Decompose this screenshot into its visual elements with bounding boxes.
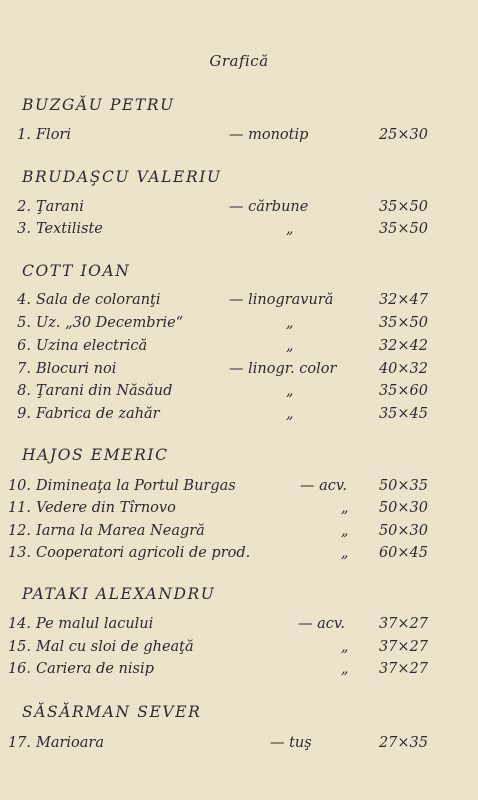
entry-medium: „ [341, 500, 349, 516]
entry-number: 13. [7, 545, 31, 561]
entry-medium: „ [286, 406, 294, 422]
entry-dimensions: 37×27 [378, 661, 428, 677]
entry-dimensions: 40×32 [378, 361, 428, 377]
entry-number: 9. [17, 406, 31, 422]
entry-number: 7. [17, 361, 31, 377]
entry-medium: „ [286, 338, 294, 354]
entry-medium: „ [341, 545, 349, 561]
catalog-entry [0, 639, 478, 660]
entry-medium: „ [341, 661, 349, 677]
entry-title: Vedere din Tîrnovo [36, 500, 176, 516]
catalog-entry [0, 661, 478, 682]
entry-medium: „ [286, 315, 294, 331]
catalog-entry [0, 361, 478, 382]
entry-title: Uzina electrică [36, 338, 148, 354]
catalog-entry [0, 292, 478, 313]
catalog-entry [0, 500, 478, 521]
entry-number: 2. [17, 199, 31, 215]
catalog-entry [0, 338, 478, 359]
entry-title: Flori [36, 127, 71, 143]
catalog-entry [0, 127, 478, 148]
entry-dimensions: 35×60 [378, 383, 428, 399]
entry-dimensions: 50×30 [378, 523, 428, 539]
catalog-entry [0, 221, 478, 242]
entry-title: Ţarani [36, 199, 84, 215]
entry-dimensions: 50×30 [378, 500, 428, 516]
entry-number: 8. [17, 383, 31, 399]
entry-medium: — acv. [300, 478, 347, 494]
entry-medium: — tuş [270, 735, 312, 751]
entry-dimensions: 35×50 [378, 221, 428, 237]
artist-name: PATAKI ALEXANDRU [22, 585, 216, 603]
entry-number: 5. [17, 315, 31, 331]
entry-number: 12. [7, 523, 31, 539]
entry-title: Blocuri noi [36, 361, 117, 377]
entry-dimensions: 32×42 [378, 338, 428, 354]
entry-number: 4. [17, 292, 31, 308]
catalog-entry [0, 383, 478, 404]
entry-dimensions: 35×50 [378, 315, 428, 331]
entry-number: 17. [7, 735, 31, 751]
entry-dimensions: 32×47 [378, 292, 428, 308]
entry-number: 14. [7, 616, 31, 632]
catalog-entry [0, 735, 478, 756]
entry-title: Fabrica de zahăr [36, 406, 160, 422]
entry-medium: — cărbune [229, 199, 309, 215]
entry-title: Sala de coloranţi [36, 292, 161, 308]
entry-title: Cariera de nisip [36, 661, 154, 677]
entry-title: Mal cu sloi de gheaţă [36, 639, 194, 655]
entry-title: Dimineaţa la Portul Burgas [36, 478, 236, 494]
artist-name: SĂSĂRMAN SEVER [22, 703, 202, 721]
entry-number: 6. [17, 338, 31, 354]
entry-dimensions: 25×30 [378, 127, 428, 143]
artist-name: BRUDAŞCU VALERIU [22, 168, 222, 186]
entry-dimensions: 27×35 [378, 735, 428, 751]
entry-title: Cooperatori agricoli de prod. [36, 545, 251, 561]
artist-name: HAJOS EMERIC [22, 446, 169, 464]
entry-title: Uz. „30 Decembrie“ [36, 315, 184, 331]
entry-number: 1. [17, 127, 31, 143]
entry-medium: — monotip [229, 127, 309, 143]
entry-medium: „ [341, 523, 349, 539]
entry-dimensions: 60×45 [378, 545, 428, 561]
entry-dimensions: 37×27 [378, 616, 428, 632]
entry-title: Textiliste [36, 221, 103, 237]
entry-title: Pe malul lacului [36, 616, 154, 632]
artist-name: COTT IOAN [22, 262, 131, 280]
entry-number: 15. [7, 639, 31, 655]
catalog-entry [0, 478, 478, 499]
entry-medium: — linogravură [229, 292, 334, 308]
entry-medium: „ [341, 639, 349, 655]
entry-medium: — linogr. color [229, 361, 337, 377]
catalog-entry [0, 523, 478, 544]
entry-number: 11. [7, 500, 31, 516]
artist-name: BUZGĂU PETRU [22, 96, 175, 114]
entry-title: Marioara [36, 735, 105, 751]
catalog-entry [0, 406, 478, 427]
entry-dimensions: 37×27 [378, 639, 428, 655]
entry-dimensions: 35×50 [378, 199, 428, 215]
catalog-entry [0, 199, 478, 220]
page-title: Grafică [209, 52, 269, 70]
catalog-entry [0, 616, 478, 637]
entry-title: Iarna la Marea Neagră [36, 523, 205, 539]
entry-medium: „ [286, 383, 294, 399]
entry-medium: — acv. [298, 616, 345, 632]
entry-dimensions: 50×35 [378, 478, 428, 494]
entry-number: 16. [7, 661, 31, 677]
entry-medium: „ [286, 221, 294, 237]
entry-number: 3. [17, 221, 31, 237]
entry-dimensions: 35×45 [378, 406, 428, 422]
catalog-entry [0, 315, 478, 336]
entry-number: 10. [7, 478, 31, 494]
entry-title: Ţarani din Năsăud [36, 383, 173, 399]
catalog-entry [0, 545, 478, 566]
